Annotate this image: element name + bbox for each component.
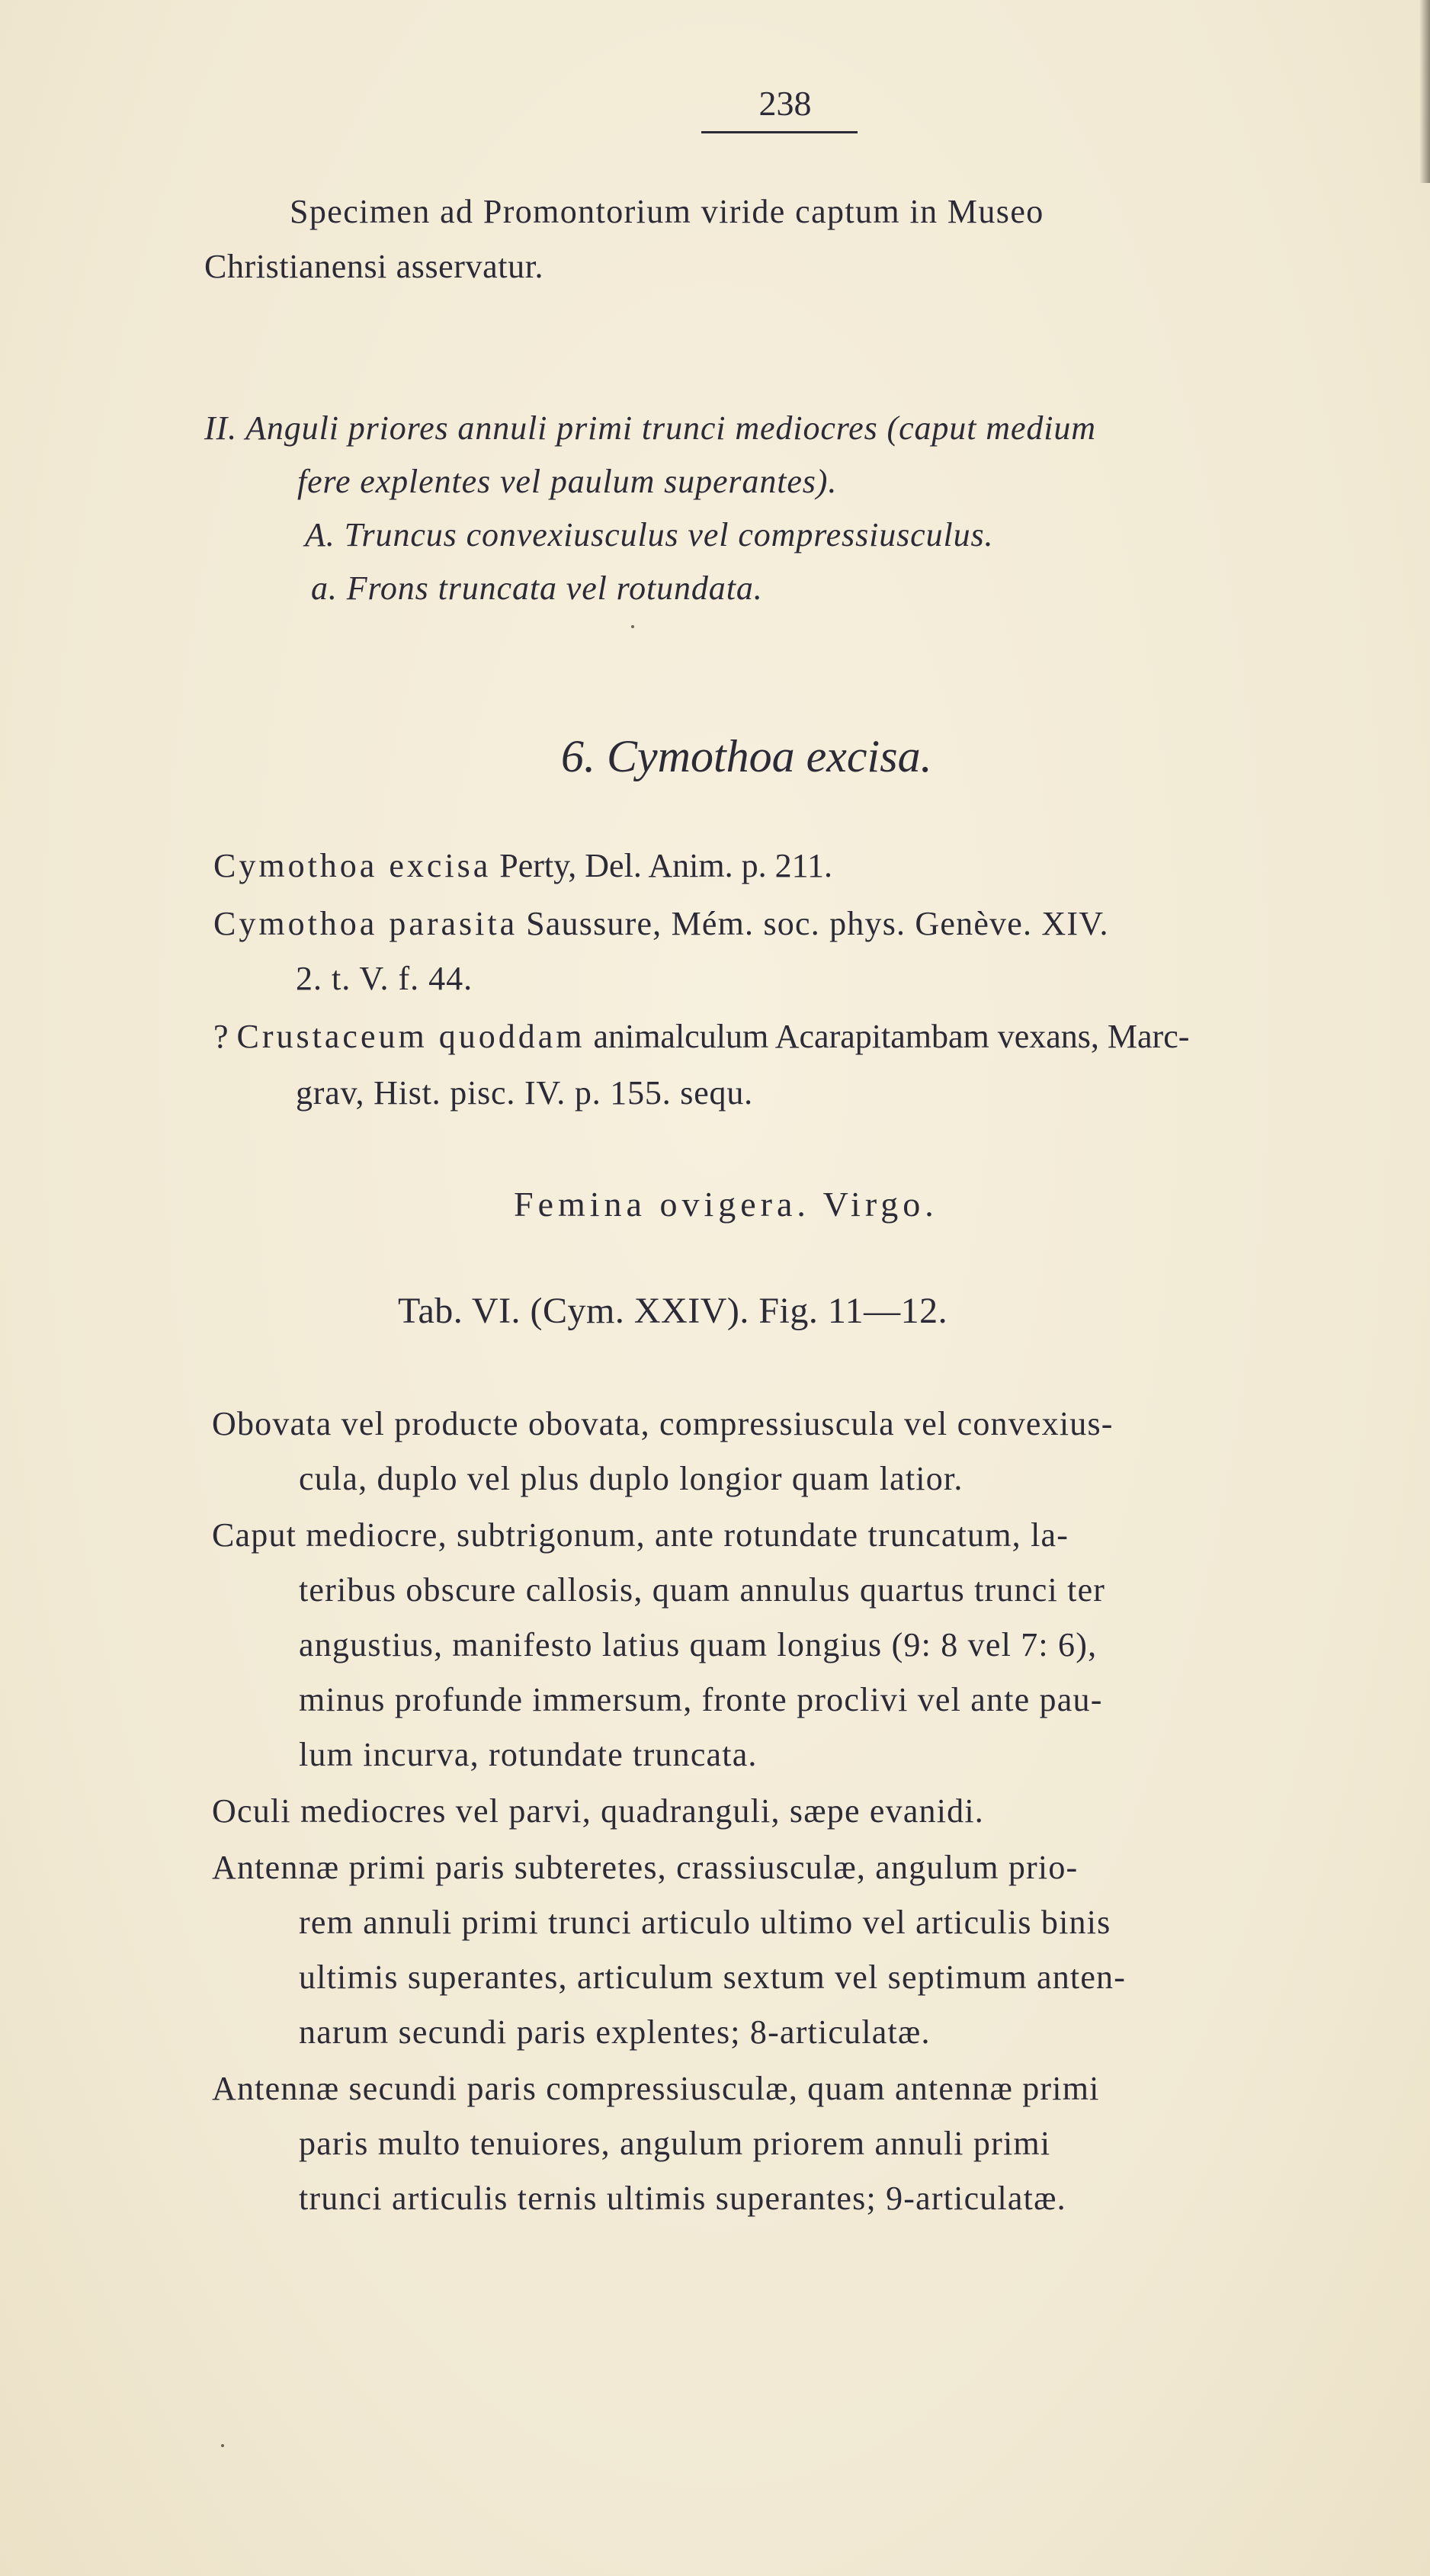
figure-reference: Tab. VI. (Cym. XXIV). Fig. 11—12.	[398, 1291, 948, 1331]
desc-p1-line-2: cula, duplo vel plus duplo longior quam latior.	[299, 1460, 963, 1497]
key-line-1: II. Anguli priores annuli primi trunci mediocres (caput medium	[204, 409, 1096, 447]
desc-p2-line-3: angustius, manifesto latius quam longius (9: 8 vel 7: 6),	[299, 1626, 1098, 1663]
key-line-4: a. Frons truncata vel rotundata.	[311, 569, 763, 607]
desc-p2-line-5: lum incurva, rotundate truncata.	[299, 1736, 758, 1773]
desc-p4-line-2: rem annuli primi trunci articulo ultimo vel articulis binis	[299, 1904, 1111, 1941]
sex-subheading: Femina ovigera. Virgo.	[514, 1185, 938, 1224]
synonym-1-name: Cymothoa excisa	[213, 847, 492, 884]
synonym-3	[213, 1017, 1189, 1057]
desc-p2-line-1: Caput mediocre, subtrigonum, ante rotundate truncatum, la-	[212, 1516, 1069, 1554]
intro-line-2: Christianensi asservatur.	[204, 248, 544, 285]
desc-p4-line-4: narum secundi paris explentes; 8-articulatæ.	[299, 2013, 931, 2051]
intro-line-1: Specimen ad Promontorium viride captum in Museo	[290, 193, 1044, 230]
key-line-3: A. Truncus convexiusculus vel compressiusculus.	[305, 516, 994, 553]
desc-p5-line-3: trunci articulis ternis ultimis superantes; 9-articulatæ.	[299, 2180, 1066, 2217]
desc-p5-line-2: paris multo tenuiores, angulum priorem annuli primi	[299, 2125, 1051, 2162]
desc-p5-line-1: Antennæ secundi paris compressiusculæ, quam antennæ primi	[212, 2070, 1100, 2107]
synonym-2-ref: Saussure, Mém. soc. phys. Genève. XIV.	[526, 905, 1109, 942]
synonym-2-continued: 2. t. V. f. 44.	[296, 960, 473, 997]
desc-p1-line-1: Obovata vel producte obovata, compressiuscula vel convexius-	[212, 1405, 1114, 1442]
paper-speck	[631, 625, 634, 628]
page-number: 238	[758, 84, 812, 123]
desc-p4-line-3: ultimis superantes, articulum sextum vel septimum anten-	[299, 1958, 1127, 1996]
desc-p2-line-2: teribus obscure callosis, quam annulus quartus trunci ter	[299, 1571, 1106, 1609]
species-heading: 6. Cymothoa excisa.	[561, 731, 932, 781]
desc-p4-line-1: Antennæ primi paris subteretes, crassiusculæ, angulum prio-	[212, 1849, 1079, 1886]
synonym-2	[213, 904, 1109, 944]
key-line-2: fere explentes vel paulum superantes).	[297, 463, 838, 500]
desc-p3-line-1: Oculi mediocres vel parvi, quadranguli, sæpe evanidi.	[212, 1792, 984, 1830]
synonym-3-ref: animalculum Acarapitambam vexans, Marc-	[593, 1018, 1190, 1055]
page-edge-shadow	[1419, 0, 1430, 183]
synonym-1-ref: Perty, Del. Anim. p. 211.	[499, 847, 832, 884]
synonym-1	[213, 846, 832, 886]
synonym-3-query-mark: ?	[213, 1018, 229, 1055]
synonym-3-name: Crustaceum quoddam	[236, 1018, 585, 1055]
page-number-rule	[701, 131, 858, 133]
synonym-2-name: Cymothoa parasita	[213, 905, 518, 942]
paper-speck	[221, 2444, 224, 2447]
desc-p2-line-4: minus profunde immersum, fronte proclivi vel ante pau-	[299, 1681, 1103, 1718]
synonym-3-continued: grav, Hist. pisc. IV. p. 155. sequ.	[296, 1074, 753, 1112]
